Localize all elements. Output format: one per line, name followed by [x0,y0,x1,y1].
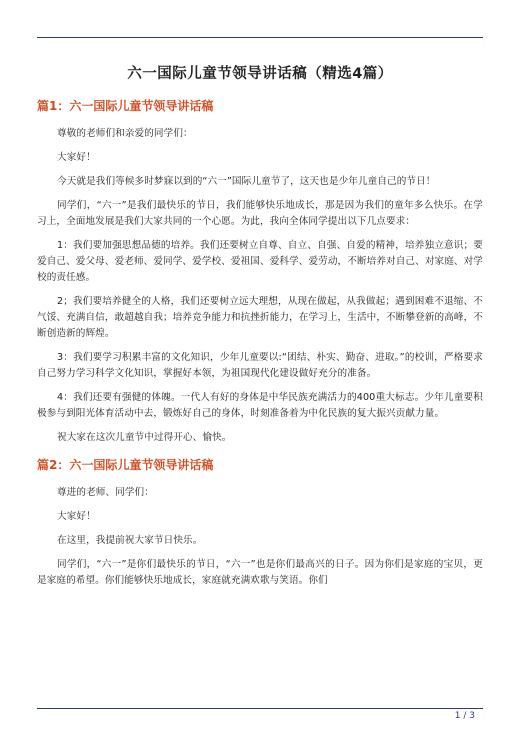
paragraph: 1：我们要加强思想品德的培养。我们还要树立自尊、自立、自强、自爱的精神，培养独立意识；要爱自己、爱父母、爱老师、爱同学、爱学校、爱祖国、爱科学、爱劳动，不断培养对自己、对家庭、对学校的责任感。 [37,240,483,283]
paragraph: 尊进的老师、同学们： [57,487,154,498]
page-indicator: 1 / 3 [454,711,475,721]
paragraph: 今天就是我们等候多时梦寐以到的“六一”国际儿童节了，这天也是少年儿童自己的节日！ [57,176,436,187]
paragraph: 尊敬的老师们和亲爱的同学们： [57,128,193,139]
paragraph: 2；我们要培养健全的人格，我们还要树立远大理想，从现在做起，从我做起；遇到困难不退缩、不气馁、充满自信，敢超越自我；培养竞争能力和抗挫折能力，在学习上，生活中，不断攀登新的高峰，不断创造新的辉煌。 [37,296,483,339]
document-content [37,62,483,597]
paragraph: 同学们，“六一”是我们最快乐的节日，我们能够快乐地成长，那是因为我们的童年多么快乐。在学习上，全面地发展是我们大家共同的一个心愿。为此，我向全体同学提出以下几点要求： [37,200,483,227]
paragraph: 3：我们要学习积累丰富的文化知识，少年儿童要以:“团结、朴实、勤奋、进取。”的校训，严格要求自己努力学习科学文化知识，掌握好本领，为祖国现代化建设做好充分的准备。 [37,352,483,379]
paragraph: 4：我们还要有强健的体魄。一代人有好的身体是中华民族充满活力的400重大标志。少年儿童要积极参与到阳光体育活动中去，锻炼好自己的身体，时刻准备着为中化民族的复大振兴贡献力量。 [37,392,483,419]
header-rule [37,37,483,38]
section-2 [37,456,483,589]
paragraph: 大家好！ [57,511,96,522]
section-heading: 篇1：六一国际儿童节领导讲话稿 [37,99,214,113]
document-title: 六一国际儿童节领导讲话稿（精选4篇） [127,66,393,82]
section-1 [37,97,483,446]
paragraph: 同学们，“六一”是你们最快乐的节日，“六一”也是你们最高兴的日子。因为你们是家庭的宝贝，更是家庭的希望。你们能够快乐地成长，家庭就充满欢歌与笑语。你们 [37,559,483,586]
paragraph: 祝大家在这次儿童节中过得开心、愉快。 [57,432,232,443]
paragraph: 在这里，我提前祝大家节日快乐。 [57,535,203,546]
section-heading: 篇2：六一国际儿童节领导讲话稿 [37,458,214,472]
paragraph: 大家好！ [57,152,96,163]
footer-rule [37,708,483,709]
